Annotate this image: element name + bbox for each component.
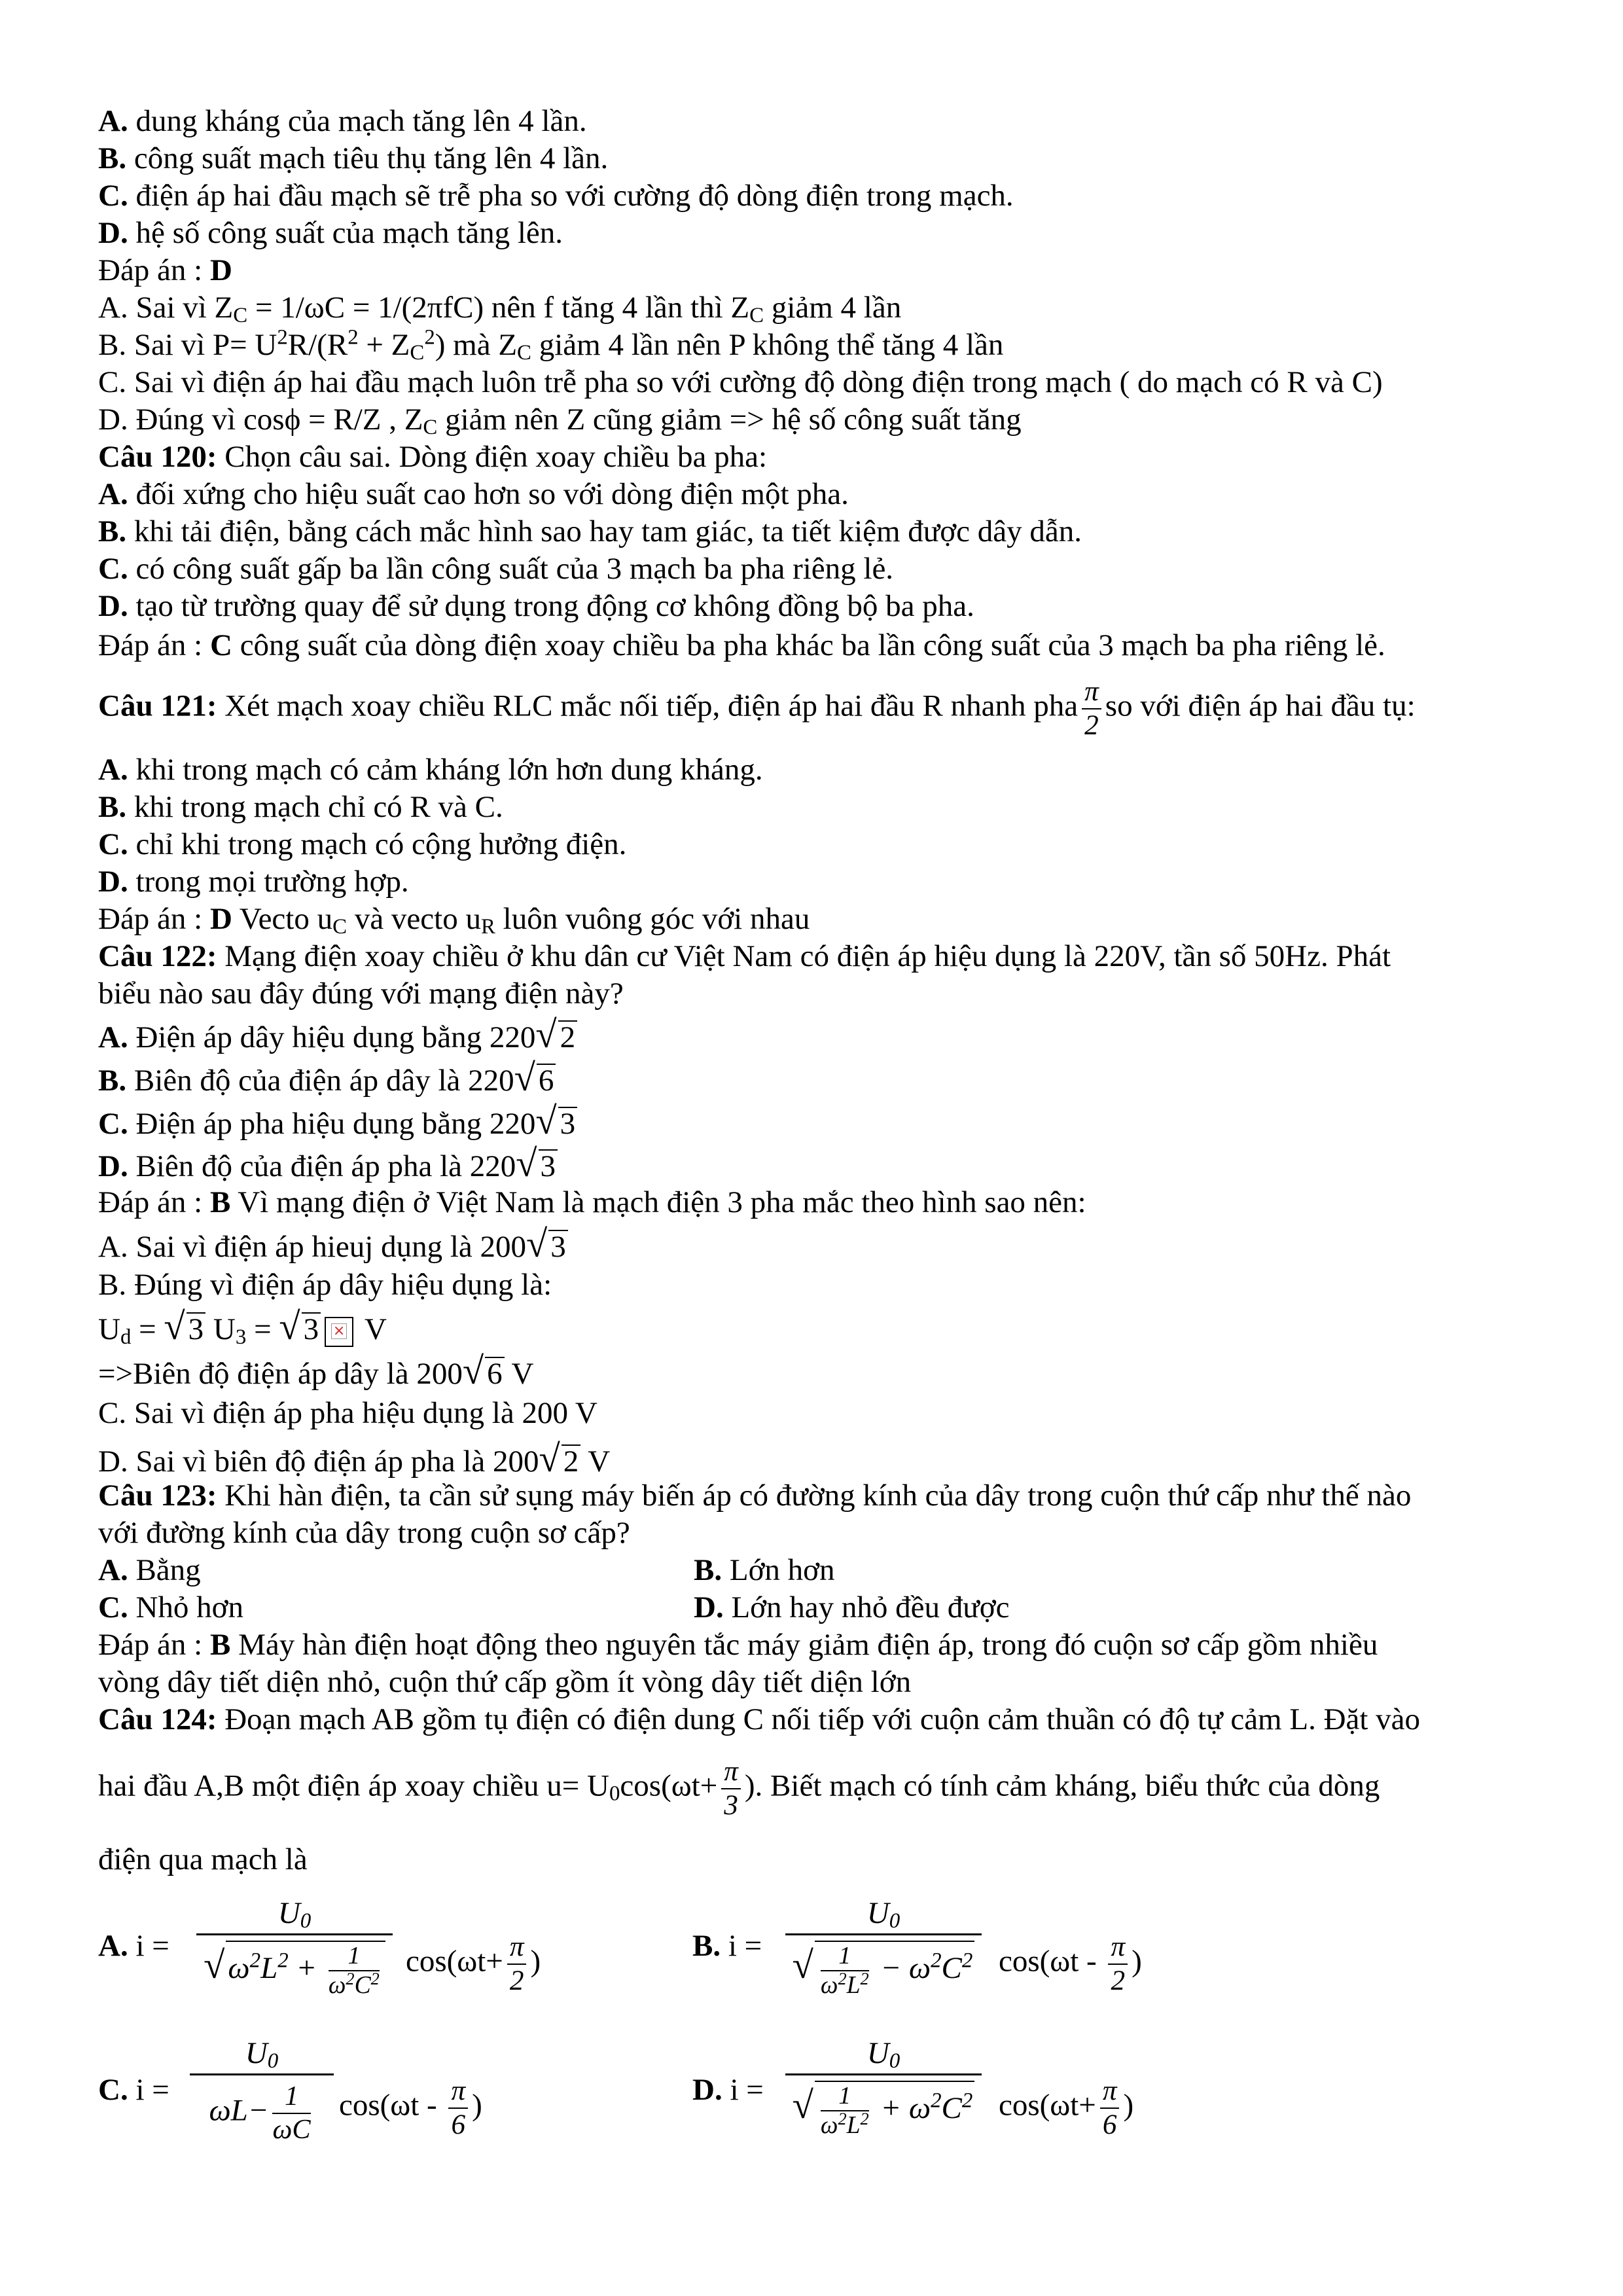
option-label: B.	[694, 1553, 722, 1587]
option-label: A.	[98, 1553, 128, 1587]
option-label: A.	[98, 753, 128, 787]
den-sup: 2	[961, 2089, 973, 2113]
fraction-denominator: 2	[509, 1964, 524, 1996]
explanation-c: C. Sai vì điện áp hai đầu mạch luôn trễ pha so với cường độ dòng điện trong mạch ( do mạch có R và C)	[98, 365, 1383, 399]
den-text: L	[846, 1972, 861, 2000]
sqrt-sign: √	[516, 1142, 537, 1185]
option-text: i =	[721, 1929, 762, 1963]
question-text-line3: điện qua mạch là	[98, 1842, 308, 1876]
option-label: B.	[692, 1929, 721, 1963]
exp-text: giảm nên Z cũng giảm => hệ số công suất tăng	[437, 403, 1022, 437]
sqrt-sign: √	[535, 1100, 557, 1142]
den-text: ωL	[209, 2093, 248, 2128]
question-text: cos(ωt+	[620, 1768, 718, 1803]
fraction-numerator: π	[721, 1755, 741, 1789]
amplitude-line	[98, 1352, 533, 1391]
sqrt-sign: √	[279, 1305, 300, 1348]
answer-text: và vecto u	[347, 902, 481, 936]
sqrt-radicand: 2	[558, 1020, 578, 1054]
option-text: tạo từ trường quay để sử dụng trong động cơ không đồng bộ ba pha.	[128, 589, 974, 623]
option-text: Nhỏ hơn	[128, 1590, 243, 1624]
exp-sub: C	[517, 341, 531, 365]
phase-fraction	[1108, 1931, 1128, 1997]
answer-text: luôn vuông góc với nhau	[495, 902, 810, 936]
den-fraction	[821, 2082, 869, 2140]
option-label: A.	[98, 104, 128, 138]
answer-text: công suất của dòng điện xoay chiều ba pha khác ba lần công suất của 3 mạch ba pha riêng lẻ.	[232, 628, 1385, 662]
cos-close: )	[472, 2088, 482, 2123]
sqrt-sign: √	[539, 1437, 560, 1480]
explanation-a	[98, 291, 902, 328]
explanation-a	[98, 1225, 568, 1264]
option-text: Lớn hơn	[722, 1553, 835, 1587]
option-a-label	[98, 1931, 169, 1962]
exp-unit: V	[580, 1444, 611, 1479]
option-d	[98, 218, 563, 249]
cos-close: )	[1123, 2088, 1134, 2123]
equation-ud	[98, 1305, 387, 1350]
option-label: D.	[98, 216, 128, 250]
answer-letter: B	[209, 1185, 231, 1219]
exp-text: giảm 4 lần	[764, 291, 902, 325]
fraction-denominator	[196, 1935, 393, 2000]
den-sup: 2	[860, 2109, 869, 2129]
option-c	[98, 829, 626, 860]
option-label: C.	[98, 2073, 128, 2107]
option-label: B.	[98, 790, 127, 824]
option-c	[98, 554, 893, 584]
exp-sub: C	[410, 341, 425, 365]
option-b-cos	[999, 1931, 1142, 1997]
option-text: Lớn hay nhỏ đều được	[723, 1590, 1010, 1624]
sqrt-sign: √	[526, 1223, 548, 1265]
option-label: D.	[98, 589, 128, 623]
den-text: L	[846, 2112, 861, 2140]
answer-letter: B	[209, 1628, 231, 1662]
sqrt-radicand: 3	[558, 1107, 578, 1140]
option-c-fraction	[190, 2036, 334, 2145]
fraction-denominator: 6	[1102, 2108, 1117, 2140]
option-label: D.	[692, 2073, 722, 2107]
option-c	[98, 181, 1014, 211]
option-text: Điện áp pha hiệu dụng bằng 220	[128, 1107, 536, 1141]
option-text: khi tải điện, bằng cách mắc hình sao hay tam giác, ta tiết kiệm được dây dẫn.	[126, 514, 1082, 548]
option-d	[98, 867, 409, 897]
question-text-line2: biểu nào sau đây đúng với mạng điện này?	[98, 977, 624, 1011]
option-a-cos	[406, 1931, 541, 1997]
option-d	[98, 1142, 558, 1185]
exp-text: A. Sai vì điện áp hieuj dụng là 200	[98, 1230, 526, 1264]
phase-fraction	[1100, 2075, 1120, 2141]
question-text: Khi hàn điện, ta cần sử sụng máy biến áp có đường kính của dây trong cuộn thứ cấp như thế nào	[217, 1479, 1412, 1513]
answer-letter: D	[209, 253, 232, 287]
option-text: i =	[128, 2073, 169, 2107]
den-num: 1	[329, 1942, 380, 1971]
answer-line	[98, 255, 232, 286]
fraction-numerator: π	[1100, 2075, 1120, 2109]
fraction-denominator: 3	[724, 1789, 738, 1821]
sqrt-radicand	[815, 1941, 974, 2000]
numerator-sub: 0	[267, 2049, 279, 2073]
den-num: 1	[821, 2082, 869, 2111]
option-a	[98, 106, 587, 137]
option-label: C.	[98, 1107, 128, 1141]
fraction-pi-over-2	[1082, 675, 1101, 742]
option-b	[98, 1056, 556, 1099]
den-text: C	[941, 1951, 962, 1985]
option-d-label	[692, 2075, 764, 2106]
sqrt-sign: √	[164, 1305, 185, 1348]
eq-text: U	[98, 1312, 120, 1346]
den-sup: 2	[277, 1948, 289, 1973]
question-text: Xét mạch xoay chiều RLC mắc nối tiếp, điện áp hai đầu R nhanh pha	[217, 689, 1079, 723]
den-text: ω	[820, 1972, 838, 2000]
fraction-numerator: π	[507, 1931, 527, 1965]
den-sup: 2	[961, 1948, 973, 1973]
fraction-denominator	[190, 2075, 334, 2145]
exp-sub: C	[423, 416, 438, 440]
den-sup: 2	[370, 1969, 380, 1989]
den-text: ω	[228, 1951, 250, 1985]
option-b	[98, 516, 1082, 547]
sqrt-radicand: 3	[187, 1312, 206, 1346]
sqrt-radicand: 6	[537, 1064, 556, 1097]
option-text: Bằng	[128, 1553, 201, 1587]
option-b-label	[692, 1931, 762, 1962]
option-label: C.	[98, 827, 128, 861]
option-label: D.	[98, 1149, 128, 1183]
question-124	[98, 1704, 1420, 1735]
option-text: Biên độ của điện áp pha là 220	[128, 1149, 516, 1183]
den-den: ωC	[272, 2113, 311, 2145]
exp-text: = 1/ωC = 1/(2πfC) nên f tăng 4 lần thì Z	[247, 291, 750, 325]
cos-text: cos(ωt -	[999, 1944, 1105, 1979]
question-122	[98, 941, 1391, 972]
option-text: hệ số công suất của mạch tăng lên.	[128, 216, 563, 250]
option-d	[98, 591, 974, 622]
sqrt-sign: √	[792, 1944, 813, 1986]
den-text: L	[260, 1951, 278, 1985]
fraction-denominator	[785, 1935, 982, 2000]
option-text: có công suất gấp ba lần công suất của 3 mạch ba pha riêng lẻ.	[128, 552, 894, 586]
option-d-fraction	[785, 2036, 982, 2140]
explanation-b: B. Đúng vì điện áp dây hiệu dụng là:	[98, 1268, 552, 1302]
exp-sup: 2	[348, 325, 359, 350]
sqrt-sign: √	[792, 2084, 813, 2126]
option-b	[98, 792, 503, 823]
option-label: B.	[98, 141, 127, 175]
exp-text: A. Sai vì Z	[98, 291, 234, 325]
sqrt-sign: √	[535, 1013, 557, 1056]
option-text: đối xứng cho hiệu suất cao hơn so với dòng điện một pha.	[128, 477, 849, 511]
option-label: D.	[98, 865, 128, 899]
exp-sup: 2	[277, 325, 288, 350]
fraction-pi-over-3	[721, 1755, 741, 1821]
exp-text: D. Đúng vì cosϕ = R/Z , Z	[98, 403, 423, 437]
option-b	[694, 1555, 835, 1586]
den-sup: 2	[346, 1969, 355, 1989]
answer-letter: C	[209, 628, 232, 662]
exp-sub: C	[233, 304, 248, 328]
sqrt-radicand: 2	[562, 1444, 581, 1478]
question-123	[98, 1480, 1411, 1511]
phase-fraction	[448, 2075, 468, 2141]
sqrt-radicand: 6	[485, 1357, 505, 1390]
fraction-numerator: π	[1108, 1931, 1128, 1965]
den-text: C	[941, 2091, 962, 2125]
option-c-label	[98, 2075, 169, 2106]
answer-prefix: Đáp án :	[98, 1628, 210, 1662]
fraction-numerator: π	[448, 2075, 468, 2109]
den-den	[821, 1971, 869, 2000]
den-sup: 2	[249, 1948, 261, 1973]
eq-text: V	[357, 1312, 387, 1346]
fraction-denominator: 2	[1111, 1964, 1126, 1996]
question-text: hai đầu A,B một điện áp xoay chiều u= U	[98, 1768, 609, 1803]
option-a	[98, 1013, 577, 1056]
answer-sub: C	[332, 915, 348, 939]
fraction-denominator	[785, 2075, 982, 2140]
option-label: C.	[98, 179, 128, 213]
sqrt-radicand: 3	[539, 1149, 558, 1183]
answer-text-line2: vòng dây tiết diện nhỏ, cuộn thứ cấp gồm ít vòng dây tiết diện lớn	[98, 1665, 912, 1699]
den-fraction	[272, 2081, 310, 2145]
option-a	[98, 1555, 201, 1586]
option-text: công suất mạch tiêu thụ tăng lên 4 lần.	[126, 141, 609, 175]
fraction-numerator: π	[1082, 675, 1101, 709]
sqrt-sign: √	[514, 1056, 535, 1099]
exp-text: ) mà Z	[435, 328, 518, 362]
cos-close: )	[1132, 1944, 1142, 1979]
answer-prefix: Đáp án :	[98, 628, 210, 662]
den-den	[821, 2111, 869, 2140]
option-b	[98, 143, 608, 174]
den-text: C	[354, 1972, 371, 2000]
den-fraction	[821, 1942, 869, 2000]
numerator-sub: 0	[889, 1909, 901, 1933]
phase-fraction	[507, 1931, 527, 1997]
den-text: ω	[908, 2091, 931, 2125]
explanation-d	[98, 1437, 611, 1480]
den-sup: 2	[838, 2109, 847, 2129]
cos-text: cos(ωt+	[406, 1944, 503, 1979]
option-text: chỉ khi trong mạch có cộng hưởng điện.	[128, 827, 627, 861]
den-den	[329, 1971, 380, 2000]
option-label: A.	[98, 1929, 128, 1963]
den-op: −	[872, 1951, 909, 1985]
answer-line	[98, 630, 1385, 661]
eq-text: =	[246, 1312, 279, 1346]
eq-text: U	[205, 1312, 236, 1346]
option-label: C.	[98, 1590, 128, 1624]
answer-sub: R	[480, 915, 495, 939]
exp-sup: 2	[424, 325, 435, 350]
option-text: khi trong mạch có cảm kháng lớn hơn dung kháng.	[128, 753, 763, 787]
question-text: Mạng điện xoay chiều ở khu dân cư Việt Nam có điện áp hiệu dụng là 220V, tần số 50Hz. Phát	[217, 939, 1391, 973]
den-fraction	[329, 1942, 380, 2000]
option-text: Điện áp dây hiệu dụng bằng 220	[128, 1020, 536, 1054]
fraction-numerator	[196, 1895, 393, 1935]
question-label: Câu 124:	[98, 1702, 217, 1736]
option-a	[98, 479, 849, 510]
eq-text: =	[131, 1312, 164, 1346]
explanation-d	[98, 403, 1022, 440]
den-sup: 2	[931, 1948, 942, 1973]
numerator-sub: 0	[300, 1909, 312, 1933]
option-d	[694, 1592, 1009, 1623]
option-a	[98, 755, 763, 785]
numerator-u: U	[866, 1896, 889, 1930]
option-d-cos	[999, 2075, 1133, 2141]
answer-line	[98, 1630, 1378, 1660]
den-op: −	[247, 2093, 269, 2128]
option-label: D.	[694, 1590, 724, 1624]
explanation-b	[98, 325, 1004, 365]
exp-text: D. Sai vì biên độ điện áp pha là 200	[98, 1444, 539, 1479]
option-text: dung kháng của mạch tăng lên 4 lần.	[128, 104, 587, 138]
explanation-c: C. Sai vì điện áp pha hiệu dụng là 200 V	[98, 1396, 597, 1430]
den-sup: 2	[931, 2089, 942, 2113]
option-a-fraction	[196, 1895, 393, 2000]
fraction-denominator: 6	[451, 2108, 466, 2140]
question-text-line2: với đường kính của dây trong cuộn sơ cấp?	[98, 1516, 630, 1550]
answer-prefix: Đáp án :	[98, 253, 210, 287]
sqrt-radicand	[226, 1941, 385, 2000]
option-text: Biên độ của điện áp dây là 220	[126, 1064, 514, 1098]
den-text: ω	[820, 2112, 838, 2140]
answer-text: Vì mạng điện ở Việt Nam là mạch điện 3 pha mắc theo hình sao nên:	[230, 1185, 1086, 1219]
answer-text: Vecto u	[232, 902, 333, 936]
option-c-cos	[339, 2075, 482, 2141]
question-120	[98, 442, 767, 473]
den-text: ω	[328, 1972, 346, 2000]
answer-line	[98, 902, 810, 939]
question-sub: 0	[609, 1782, 620, 1806]
sqrt-radicand: 3	[302, 1312, 321, 1346]
option-label: C.	[98, 552, 128, 586]
option-text: i =	[722, 2073, 764, 2107]
option-text: trong mọi trường hợp.	[128, 865, 409, 899]
numerator-u: U	[866, 2036, 889, 2070]
option-label: B.	[98, 1064, 127, 1098]
exp-text: B. Sai vì P= U	[98, 328, 277, 362]
option-text: điện áp hai đầu mạch sẽ trễ pha so với cường độ dòng điện trong mạch.	[128, 179, 1014, 213]
eq-sub: 3	[235, 1325, 247, 1350]
exp-text: R/(R	[287, 328, 348, 362]
numerator-u: U	[245, 2036, 268, 2070]
amp-text: =>Biên độ điện áp dây là 200	[98, 1357, 463, 1391]
fraction-numerator	[785, 2036, 982, 2075]
sqrt-radicand: 3	[548, 1230, 568, 1263]
numerator-u: U	[277, 1896, 300, 1930]
cos-text: cos(ωt -	[339, 2088, 445, 2123]
question-label: Câu 120:	[98, 440, 217, 474]
answer-prefix: Đáp án :	[98, 902, 210, 936]
amp-unit: V	[504, 1357, 534, 1391]
option-c	[98, 1592, 243, 1623]
sqrt-sign: √	[204, 1944, 225, 1986]
exp-text: + Z	[358, 328, 410, 362]
option-b-fraction	[785, 1895, 982, 2000]
cos-text: cos(ωt+	[999, 2088, 1096, 2123]
den-op: +	[288, 1951, 325, 1985]
option-text: khi trong mạch chỉ có R và C.	[126, 790, 503, 824]
den-op: +	[872, 2091, 909, 2125]
answer-prefix: Đáp án :	[98, 1185, 210, 1219]
question-text-line2	[98, 1755, 1380, 1821]
numerator-sub: 0	[889, 2049, 901, 2073]
option-label: A.	[98, 1020, 128, 1054]
answer-letter: D	[209, 902, 232, 936]
answer-text: Máy hàn điện hoạt động theo nguyên tắc máy giảm điện áp, trong đó cuộn sơ cấp gồm nhiều	[230, 1628, 1378, 1662]
broken-image-icon	[325, 1317, 353, 1347]
option-text: i =	[128, 1929, 169, 1963]
question-text: Chọn câu sai. Dòng điện xoay chiều ba pha:	[217, 440, 768, 474]
cos-close: )	[530, 1944, 541, 1979]
sqrt-radicand	[815, 2081, 974, 2140]
den-num: 1	[821, 1942, 869, 1971]
option-label: A.	[98, 477, 128, 511]
den-num: 1	[272, 2081, 310, 2114]
fraction-numerator	[190, 2036, 334, 2075]
fraction-denominator: 2	[1084, 709, 1099, 741]
sqrt-sign: √	[462, 1350, 484, 1392]
den-sup: 2	[860, 1969, 869, 1989]
exp-sub: C	[749, 304, 764, 328]
broken-image-mark: ×	[331, 1323, 347, 1339]
answer-line	[98, 1187, 1086, 1218]
question-label: Câu 122:	[98, 939, 217, 973]
question-text: ). Biết mạch có tính cảm kháng, biểu thức của dòng	[744, 1768, 1380, 1803]
eq-sub: d	[120, 1325, 132, 1350]
exp-text: giảm 4 lần nên P không thể tăng 4 lần	[531, 328, 1004, 362]
den-text: ω	[908, 1951, 931, 1985]
option-label: B.	[98, 514, 127, 548]
den-sup: 2	[838, 1969, 847, 1989]
option-c	[98, 1102, 577, 1141]
question-121	[98, 675, 1416, 742]
fraction-numerator	[785, 1895, 982, 1935]
question-label: Câu 121:	[98, 689, 217, 723]
question-label: Câu 123:	[98, 1479, 217, 1513]
question-text: so với điện áp hai đầu tụ:	[1105, 689, 1416, 723]
question-text: Đoạn mạch AB gồm tụ điện có điện dung C nối tiếp với cuộn cảm thuần có độ tự cảm L. Đặt vào	[217, 1702, 1421, 1736]
